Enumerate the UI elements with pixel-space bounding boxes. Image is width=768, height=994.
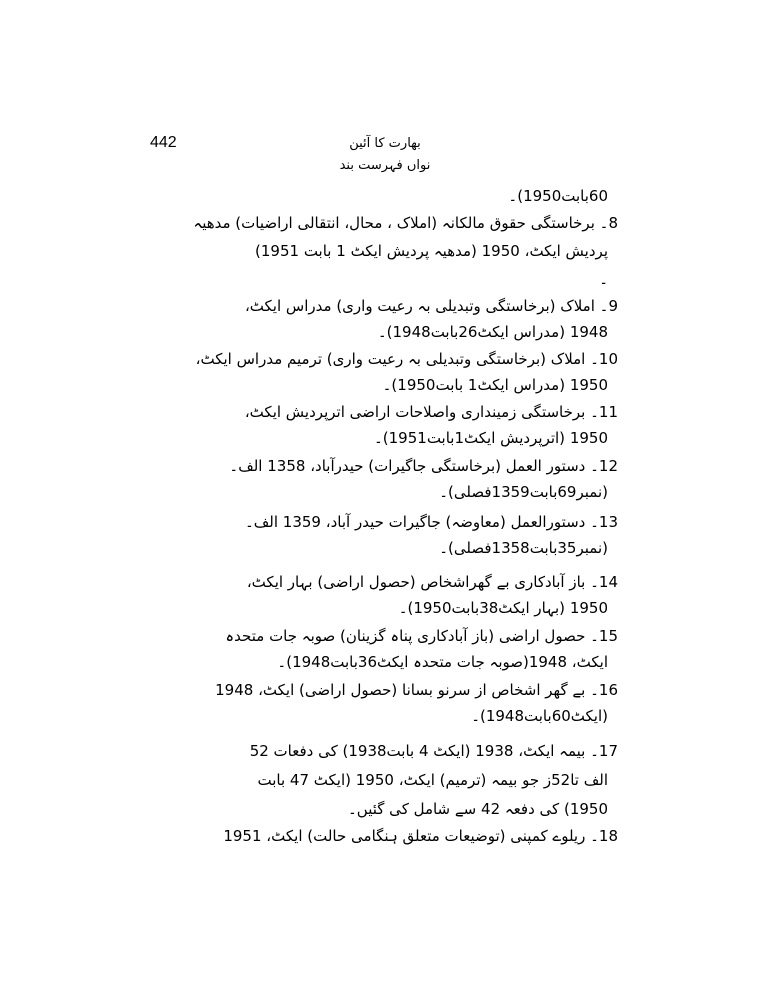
entry-line: 11۔ برخاستگی زمینداری واصلاحات اراضی اترپردیش ایکٹ، xyxy=(244,403,618,421)
entry-line: 8۔ برخاستگی حقوق مالکانہ (املاک ، محال، انتقالی اراضیات) مدھیہ xyxy=(193,214,618,232)
entry-line: 1950) کی دفعہ 42 سے شامل کی گئیں۔ xyxy=(348,800,608,818)
entry-line: 1950 (اترپردیش ایکٹ1بابت1951)۔ xyxy=(373,429,608,447)
entry-line: ایکٹ، 1948(صوبہ جات متحدہ ایکٹ36بابت1948)۔ xyxy=(277,653,608,671)
entry-line: (ایکٹ60بابت1948)۔ xyxy=(471,707,608,725)
entry-line: 10۔ املاک (برخاستگی وتبدیلی بہ رعیت واری) ترمیم مدراس ایکٹ، xyxy=(195,350,618,368)
entry-line: (نمبر35بابت1358فصلی)۔ xyxy=(439,539,608,557)
entry-line: 60بابت1950)۔ xyxy=(508,187,608,205)
entry-line: الف تا52ز جو بیمہ (ترمیم) ایکٹ، 1950 (ایکٹ 47 بابت xyxy=(257,771,608,789)
page-header-subtitle: نواں فہرست بند xyxy=(339,158,431,173)
entry-line: 17۔ بیمہ ایکٹ، 1938 (ایکٹ 4 بابت1938) کی دفعات 52 xyxy=(249,742,618,760)
entry-line: 1950 (بہار ایکٹ38بابت1950)۔ xyxy=(398,599,608,617)
entry-line: 12۔ دستور العمل (برخاستگی جاگیرات) حیدرآباد، 1358 الف۔ xyxy=(229,457,618,475)
entry-line: 16۔ بے گھر اشخاص از سرنو بسانا (حصول اراضی) ایکٹ، 1948 xyxy=(215,681,618,699)
entry-line: پردیش ایکٹ، 1950 (مدھیہ پردیش ایکٹ 1 بابت 1951) xyxy=(255,242,608,260)
entry-line: 15۔ حصول اراضی (باز آبادکاری پناہ گزینان) صوبہ جات متحدہ xyxy=(225,627,618,645)
page-number: 442 xyxy=(150,134,177,151)
entry-line: 1948 (مدراس ایکٹ26بابت1948)۔ xyxy=(377,323,608,341)
page-header-title: بھارت کا آئین xyxy=(349,136,421,151)
entry-line: 18۔ ریلوے کمپنی (توضیعات متعلق ہنگامی حالت) ایکٹ، 1951 xyxy=(223,827,618,845)
entry-line: 9۔ املاک (برخاستگی وتبدیلی بہ رعیت واری) مدراس ایکٹ، xyxy=(244,297,618,315)
entry-line: (نمبر69بابت1359فصلی)۔ xyxy=(439,483,608,501)
entry-line: 1950 (مدراس ایکٹ1 بابت1950)۔ xyxy=(382,376,608,394)
entry-line: 14۔ باز آبادکاری بے گھراشخاص (حصول اراضی) بہار ایکٹ، xyxy=(246,573,618,591)
entry-line: ۔ xyxy=(599,270,608,288)
entry-line: 13۔ دستورالعمل (معاوضہ) جاگیرات حیدر آباد، 1359 الف۔ xyxy=(244,513,618,531)
